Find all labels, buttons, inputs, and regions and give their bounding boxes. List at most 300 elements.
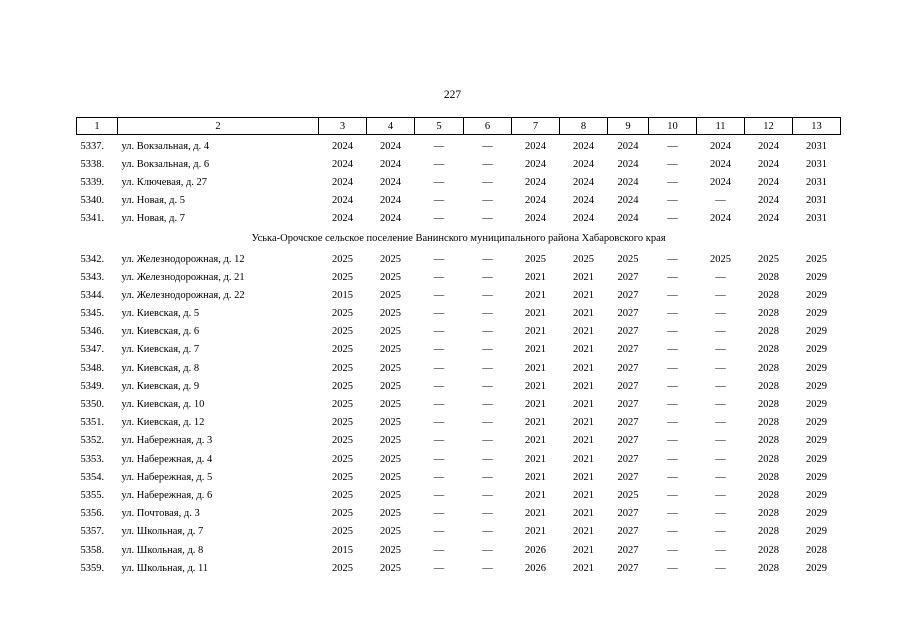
year-cell: — (433, 326, 445, 338)
year-cell: 2024 (710, 140, 731, 152)
year-cell: — (482, 508, 493, 520)
housing-schedule-table (76, 117, 841, 577)
year-cell: 2024 (617, 195, 639, 207)
address-cell: ул. Набережная, д. 6 (121, 489, 213, 501)
address-cell: ул. Набережная, д. 5 (121, 471, 213, 483)
year-cell: 2021 (573, 380, 594, 392)
year-cell: 2025 (332, 253, 353, 265)
year-cell: — (482, 271, 493, 283)
year-cell: 2025 (380, 453, 401, 465)
year-cell: 2029 (806, 344, 827, 356)
year-cell: 2025 (332, 399, 353, 411)
row-number-cell: 5350. (80, 399, 105, 411)
year-cell: 2021 (573, 362, 594, 374)
year-cell: — (667, 399, 678, 411)
year-cell: — (482, 562, 493, 574)
year-cell: — (433, 435, 445, 447)
year-cell: 2024 (617, 213, 639, 225)
year-cell: — (433, 508, 445, 520)
year-cell: — (433, 253, 445, 265)
year-cell: 2025 (380, 399, 401, 411)
column-header: 5 (415, 118, 464, 135)
table-row (77, 541, 841, 559)
year-cell: — (667, 213, 678, 225)
year-cell: 2029 (806, 399, 827, 411)
address-cell: ул. Киевская, д. 5 (121, 308, 200, 320)
year-cell: — (433, 562, 445, 574)
year-cell: 2025 (806, 253, 827, 265)
table-row (77, 341, 841, 359)
year-cell: 2029 (806, 362, 827, 374)
year-cell: 2025 (332, 344, 353, 356)
table-row (77, 432, 841, 450)
year-cell: 2025 (380, 253, 401, 265)
year-cell: — (715, 344, 726, 356)
page-number: 227 (443, 89, 462, 101)
column-header: 4 (367, 118, 415, 135)
year-cell: 2021 (573, 344, 594, 356)
year-cell: — (482, 326, 493, 338)
year-cell: 2021 (573, 544, 594, 556)
table-row (77, 468, 841, 486)
address-cell: ул. Киевская, д. 9 (121, 380, 200, 392)
year-cell: 2029 (806, 271, 827, 283)
year-cell: 2021 (525, 489, 546, 501)
year-cell: 2025 (758, 253, 779, 265)
year-cell: 2025 (380, 289, 401, 301)
year-cell: — (433, 271, 445, 283)
year-cell: 2021 (573, 308, 594, 320)
year-cell: 2027 (617, 399, 639, 411)
year-cell: 2029 (806, 308, 827, 320)
row-number-cell: 5356. (80, 508, 105, 520)
year-cell: — (482, 362, 493, 374)
year-cell: — (433, 344, 445, 356)
year-cell: 2025 (380, 271, 401, 283)
year-cell: 2024 (380, 140, 401, 152)
year-cell: 2025 (380, 435, 401, 447)
year-cell: 2025 (380, 489, 401, 501)
year-cell: 2027 (617, 508, 639, 520)
year-cell: 2028 (758, 508, 779, 520)
row-number-cell: 5347. (80, 344, 105, 356)
year-cell: — (482, 380, 493, 392)
year-cell: 2028 (758, 380, 779, 392)
year-cell: — (667, 271, 678, 283)
row-number-cell: 5345. (80, 308, 105, 320)
year-cell: 2025 (332, 562, 353, 574)
table-row (77, 414, 841, 432)
year-cell: — (433, 399, 445, 411)
year-cell: 2025 (332, 362, 353, 374)
year-cell: 2029 (806, 435, 827, 447)
address-cell: ул. Железнодорожная, д. 21 (121, 271, 245, 283)
year-cell: 2025 (380, 508, 401, 520)
year-cell: 2021 (573, 526, 594, 538)
year-cell: 2024 (380, 213, 401, 225)
column-header: 10 (649, 118, 697, 135)
year-cell: — (482, 308, 493, 320)
year-cell: 2024 (573, 176, 594, 188)
year-cell: — (715, 308, 726, 320)
year-cell: 2021 (525, 471, 546, 483)
year-cell: — (715, 362, 726, 374)
year-cell: 2021 (525, 362, 546, 374)
year-cell: 2031 (806, 158, 827, 170)
row-number-cell: 5342. (80, 253, 105, 265)
year-cell: 2024 (332, 176, 353, 188)
year-cell: 2025 (380, 526, 401, 538)
year-cell: — (667, 176, 678, 188)
row-number-cell: 5341. (80, 213, 105, 225)
year-cell: 2021 (525, 344, 546, 356)
year-cell: — (715, 399, 726, 411)
row-number-cell: 5354. (80, 471, 105, 483)
year-cell: 2021 (525, 380, 546, 392)
year-cell: 2015 (332, 544, 353, 556)
table-row (77, 377, 841, 395)
table-row (77, 248, 841, 268)
year-cell: 2024 (332, 140, 353, 152)
year-cell: — (715, 289, 726, 301)
year-cell: 2027 (617, 271, 639, 283)
table-row (77, 486, 841, 504)
year-cell: 2028 (758, 308, 779, 320)
year-cell: 2025 (525, 253, 546, 265)
year-cell: 2021 (573, 453, 594, 465)
year-cell: 2024 (525, 195, 546, 207)
year-cell: 2028 (758, 289, 779, 301)
year-cell: 2027 (617, 344, 639, 356)
year-cell: — (667, 562, 678, 574)
table-row (77, 505, 841, 523)
year-cell: 2021 (573, 399, 594, 411)
year-cell: — (667, 489, 678, 501)
row-number-cell: 5349. (80, 380, 105, 392)
year-cell: — (715, 195, 726, 207)
year-cell: — (715, 544, 726, 556)
year-cell: — (482, 489, 493, 501)
year-cell: 2027 (617, 453, 639, 465)
year-cell: — (667, 362, 678, 374)
year-cell: 2024 (573, 195, 594, 207)
year-cell: — (715, 471, 726, 483)
year-cell: — (715, 435, 726, 447)
row-number-cell: 5359. (80, 562, 105, 574)
row-number-cell: 5348. (80, 362, 105, 374)
year-cell: 2029 (806, 562, 827, 574)
year-cell: — (482, 526, 493, 538)
year-cell: — (433, 289, 445, 301)
year-cell: — (667, 380, 678, 392)
year-cell: 2021 (525, 399, 546, 411)
year-cell: 2025 (380, 471, 401, 483)
year-cell: 2021 (525, 289, 546, 301)
year-cell: 2025 (332, 471, 353, 483)
year-cell: 2025 (380, 326, 401, 338)
year-cell: 2024 (710, 213, 731, 225)
year-cell: — (433, 380, 445, 392)
year-cell: — (482, 435, 493, 447)
year-cell: 2025 (332, 489, 353, 501)
row-number-cell: 5358. (80, 544, 105, 556)
year-cell: — (433, 489, 445, 501)
address-cell: ул. Киевская, д. 10 (121, 399, 205, 411)
row-number-cell: 5355. (80, 489, 105, 501)
year-cell: 2027 (617, 544, 639, 556)
year-cell: 2028 (758, 562, 779, 574)
rows-group-b (77, 248, 841, 577)
year-cell: 2021 (525, 271, 546, 283)
address-cell: ул. Киевская, д. 6 (121, 326, 200, 338)
row-number-cell: 5338. (80, 158, 105, 170)
column-header: 11 (697, 118, 745, 135)
address-cell: ул. Набережная, д. 3 (121, 435, 213, 447)
year-cell: 2025 (573, 253, 594, 265)
year-cell: 2024 (758, 213, 779, 225)
year-cell: — (482, 544, 493, 556)
year-cell: 2029 (806, 526, 827, 538)
year-cell: — (715, 271, 726, 283)
year-cell: 2027 (617, 471, 639, 483)
table-row (77, 173, 841, 191)
year-cell: — (482, 399, 493, 411)
year-cell: 2025 (380, 362, 401, 374)
row-number-cell: 5340. (80, 195, 105, 207)
year-cell: 2025 (380, 417, 401, 429)
year-cell: 2025 (332, 308, 353, 320)
year-cell: — (667, 158, 678, 170)
year-cell: — (482, 158, 493, 170)
year-cell: 2021 (525, 526, 546, 538)
year-cell: 2029 (806, 508, 827, 520)
year-cell: 2024 (573, 213, 594, 225)
address-cell: ул. Киевская, д. 12 (121, 417, 205, 429)
year-cell: 2024 (525, 176, 546, 188)
year-cell: 2031 (806, 140, 827, 152)
year-cell: — (715, 562, 726, 574)
year-cell: 2031 (806, 213, 827, 225)
year-cell: 2027 (617, 435, 639, 447)
table-row (77, 135, 841, 156)
year-cell: — (433, 140, 445, 152)
address-cell: ул. Новая, д. 5 (121, 195, 186, 207)
year-cell: — (433, 176, 445, 188)
year-cell: — (667, 471, 678, 483)
year-cell: 2029 (806, 489, 827, 501)
row-number-cell: 5357. (80, 526, 105, 538)
rows-group-a (77, 135, 841, 228)
year-cell: 2025 (332, 435, 353, 447)
address-cell: ул. Вокзальная, д. 6 (121, 158, 210, 170)
column-header: 2 (118, 118, 319, 135)
address-cell: ул. Железнодорожная, д. 22 (121, 289, 245, 301)
year-cell: 2025 (380, 380, 401, 392)
row-number-cell: 5339. (80, 176, 105, 188)
year-cell: 2024 (617, 176, 639, 188)
year-cell: — (482, 253, 493, 265)
column-header: 6 (464, 118, 512, 135)
year-cell: 2024 (617, 158, 639, 170)
year-cell: 2025 (332, 271, 353, 283)
address-cell: ул. Киевская, д. 8 (121, 362, 200, 374)
year-cell: 2021 (525, 435, 546, 447)
table-row (77, 359, 841, 377)
year-cell: — (433, 526, 445, 538)
year-cell: 2021 (573, 417, 594, 429)
row-number-cell: 5337. (80, 140, 105, 152)
year-cell: 2031 (806, 195, 827, 207)
year-cell: — (433, 158, 445, 170)
year-cell: 2025 (617, 489, 639, 501)
column-header: 3 (319, 118, 367, 135)
address-cell: ул. Ключевая, д. 27 (121, 176, 208, 188)
address-cell: ул. Киевская, д. 7 (121, 344, 200, 356)
year-cell: 2024 (758, 158, 779, 170)
year-cell: 2024 (380, 158, 401, 170)
year-cell: 2025 (332, 417, 353, 429)
address-cell: ул. Школьная, д. 11 (121, 562, 209, 574)
year-cell: 2029 (806, 289, 827, 301)
year-cell: — (433, 308, 445, 320)
year-cell: 2021 (573, 271, 594, 283)
row-number-cell: 5353. (80, 453, 105, 465)
year-cell: — (667, 140, 678, 152)
year-cell: 2028 (758, 271, 779, 283)
year-cell: — (715, 489, 726, 501)
year-cell: — (715, 526, 726, 538)
address-cell: ул. Вокзальная, д. 4 (121, 140, 210, 152)
year-cell: 2021 (573, 508, 594, 520)
table-row (77, 210, 841, 228)
year-cell: 2025 (710, 253, 731, 265)
row-number-cell: 5344. (80, 289, 105, 301)
section-title: Уська-Орочское сельское поселение Ванинского муниципального района Хабаровского края (251, 233, 666, 245)
year-cell: 2031 (806, 176, 827, 188)
row-number-cell: 5351. (80, 417, 105, 429)
year-cell: — (667, 344, 678, 356)
year-cell: 2027 (617, 562, 639, 574)
year-cell: 2028 (758, 526, 779, 538)
year-cell: 2026 (525, 562, 546, 574)
year-cell: 2029 (806, 471, 827, 483)
year-cell: 2024 (380, 195, 401, 207)
year-cell: 2029 (806, 417, 827, 429)
year-cell: 2021 (525, 308, 546, 320)
address-cell: ул. Почтовая, д. 3 (121, 508, 200, 520)
year-cell: — (482, 471, 493, 483)
year-cell: 2025 (332, 326, 353, 338)
section-heading-row (77, 228, 841, 248)
year-cell: 2027 (617, 526, 639, 538)
year-cell: — (482, 140, 493, 152)
year-cell: 2026 (525, 544, 546, 556)
year-cell: — (667, 289, 678, 301)
year-cell: 2021 (573, 289, 594, 301)
year-cell: 2025 (380, 544, 401, 556)
year-cell: — (433, 195, 445, 207)
year-cell: — (433, 544, 445, 556)
table-row (77, 305, 841, 323)
year-cell: 2027 (617, 417, 639, 429)
year-cell: 2028 (806, 544, 827, 556)
year-cell: — (667, 253, 678, 265)
year-cell: — (667, 308, 678, 320)
year-cell: 2028 (758, 453, 779, 465)
year-cell: 2029 (806, 453, 827, 465)
year-cell: 2028 (758, 435, 779, 447)
year-cell: 2025 (380, 344, 401, 356)
year-cell: — (433, 471, 445, 483)
year-cell: 2015 (332, 289, 353, 301)
year-cell: — (715, 453, 726, 465)
year-cell: 2021 (525, 326, 546, 338)
year-cell: 2025 (332, 508, 353, 520)
year-cell: 2028 (758, 344, 779, 356)
year-cell: — (667, 417, 678, 429)
year-cell: 2025 (617, 253, 639, 265)
year-cell: 2024 (758, 140, 779, 152)
year-cell: 2027 (617, 289, 639, 301)
address-cell: ул. Школьная, д. 8 (121, 544, 204, 556)
year-cell: — (433, 453, 445, 465)
table-row (77, 559, 841, 577)
year-cell: 2024 (332, 158, 353, 170)
row-number-cell: 5343. (80, 271, 105, 283)
year-cell: 2025 (332, 453, 353, 465)
year-cell: — (433, 417, 445, 429)
year-cell: — (667, 195, 678, 207)
year-cell: 2024 (332, 195, 353, 207)
table-row (77, 268, 841, 286)
year-cell: 2024 (758, 195, 779, 207)
year-cell: 2024 (573, 158, 594, 170)
table-row (77, 395, 841, 413)
address-cell: ул. Новая, д. 7 (121, 213, 186, 225)
year-cell: 2021 (573, 326, 594, 338)
year-cell: 2029 (806, 380, 827, 392)
year-cell: 2024 (525, 158, 546, 170)
column-number-header-row (77, 118, 841, 135)
year-cell: 2024 (525, 140, 546, 152)
year-cell: 2024 (573, 140, 594, 152)
year-cell: 2024 (525, 213, 546, 225)
year-cell: 2029 (806, 326, 827, 338)
year-cell: 2021 (573, 562, 594, 574)
year-cell: — (667, 326, 678, 338)
table-row (77, 155, 841, 173)
table-row (77, 323, 841, 341)
address-cell: ул. Набережная, д. 4 (121, 453, 213, 465)
year-cell: 2028 (758, 362, 779, 374)
year-cell: — (715, 380, 726, 392)
year-cell: 2024 (758, 176, 779, 188)
year-cell: 2027 (617, 326, 639, 338)
year-cell: — (482, 453, 493, 465)
column-header: 9 (608, 118, 649, 135)
year-cell: — (715, 417, 726, 429)
year-cell: 2024 (332, 213, 353, 225)
year-cell: — (715, 326, 726, 338)
year-cell: — (482, 417, 493, 429)
year-cell: — (667, 526, 678, 538)
year-cell: 2025 (380, 562, 401, 574)
row-number-cell: 5352. (80, 435, 105, 447)
column-header: 7 (512, 118, 560, 135)
year-cell: — (482, 213, 493, 225)
year-cell: — (482, 176, 493, 188)
year-cell: 2021 (573, 435, 594, 447)
